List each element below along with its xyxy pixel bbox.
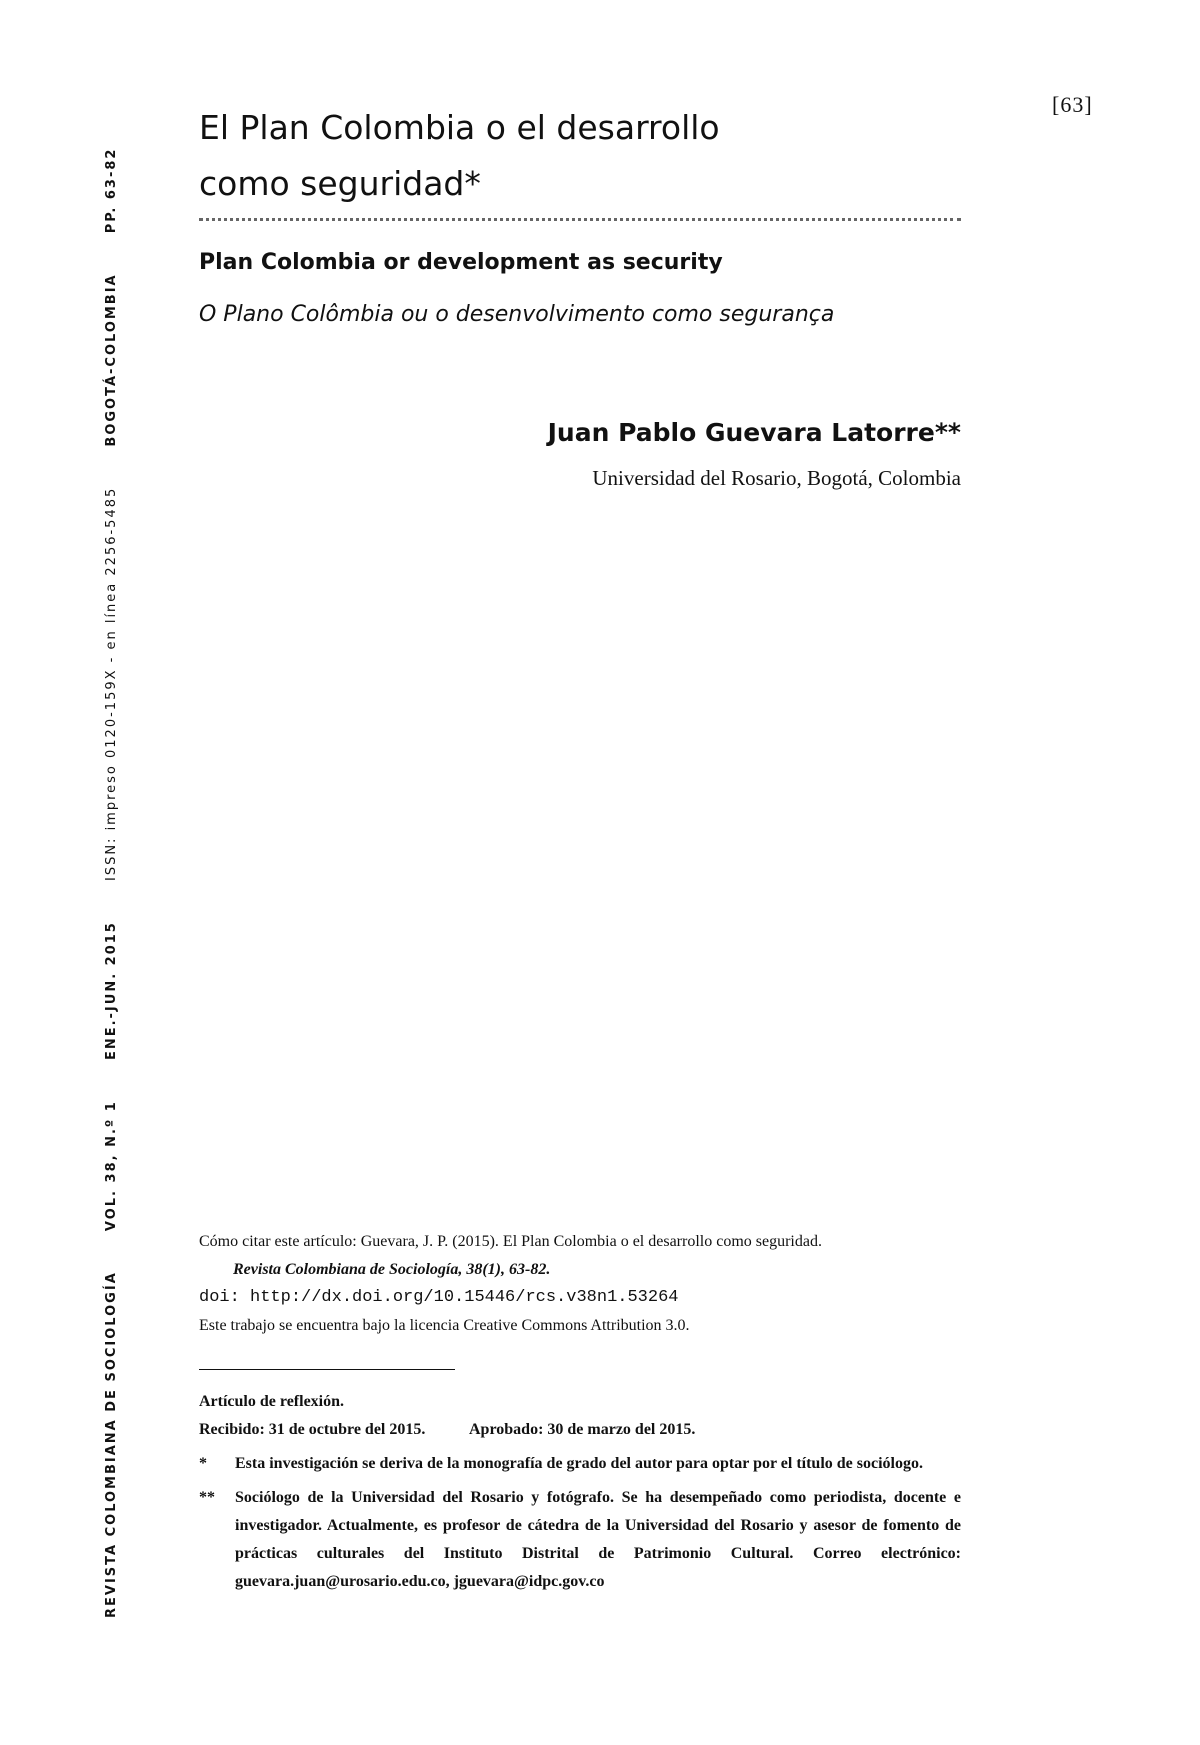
citation-line: Cómo citar este artículo: Guevara, J. P. (2015). El Plan Colombia o el desarrollo como seguridad. xyxy=(199,1233,822,1250)
footnote-text: Sociólogo de la Universidad del Rosario y fotógrafo. Se ha desempeñado como periodista, docente e investigador. Actualmente, es profesor de cátedra de la Universidad del Rosario y asesor de fomento de prácticas culturales del Instituto Distrital de Patrimonio Cultural. Correo electrónico: guevara.juan@urosario.edu.co, jguevara@idpc.gov.co xyxy=(235,1489,961,1590)
article-title xyxy=(199,100,961,212)
citation-journal: Revista Colombiana de Sociología, 38(1), 63-82. xyxy=(233,1261,551,1278)
author-affiliation: Universidad del Rosario, Bogotá, Colombia xyxy=(592,466,961,490)
english-title: Plan Colombia or development as security xyxy=(199,250,723,275)
title-line-2: como seguridad* xyxy=(199,164,481,203)
footnote-mark: * xyxy=(199,1455,207,1472)
spine-issn: ISSN: impreso 0120-159X - en línea 2256-5485 xyxy=(104,486,119,881)
spine-period: ENE.-JUN. 2015 xyxy=(104,921,119,1061)
approved-date: Aprobado: 30 de marzo del 2015. xyxy=(469,1421,696,1438)
spine-place: BOGOTÁ-COLOMBIA xyxy=(104,273,119,447)
author-name: Juan Pablo Guevara Latorre** xyxy=(547,418,961,447)
spine-journal: REVISTA COLOMBIANA DE SOCIOLOGÍA xyxy=(104,1271,119,1618)
footnote xyxy=(199,1484,961,1596)
page-number: [63] xyxy=(1052,92,1093,117)
dotted-divider xyxy=(199,218,961,221)
footnote-text: Esta investigación se deriva de la monografía de grado del autor para optar por el título de sociólogo. xyxy=(235,1455,923,1472)
doi-link[interactable]: doi: http://dx.doi.org/10.15446/rcs.v38n1.53264 xyxy=(199,1288,679,1307)
article-notes xyxy=(199,1388,961,1596)
title-line-1: El Plan Colombia o el desarrollo xyxy=(199,108,720,147)
license-text: Este trabajo se encuentra bajo la licencia Creative Commons Attribution 3.0. xyxy=(199,1317,690,1334)
spine-pages: PP. 63-82 xyxy=(104,147,119,234)
journal-spine xyxy=(104,114,119,1618)
footnote-mark: ** xyxy=(199,1489,215,1506)
spine-volume: VOL. 38, N.º 1 xyxy=(104,1100,119,1232)
portuguese-title: O Plano Colômbia ou o desenvolvimento como segurança xyxy=(199,302,835,327)
footnote-rule xyxy=(199,1369,455,1370)
footnote xyxy=(199,1450,961,1478)
article-type: Artículo de reflexión. xyxy=(199,1393,345,1410)
received-date: Recibido: 31 de octubre del 2015. xyxy=(199,1421,426,1438)
citation-block xyxy=(199,1228,961,1340)
